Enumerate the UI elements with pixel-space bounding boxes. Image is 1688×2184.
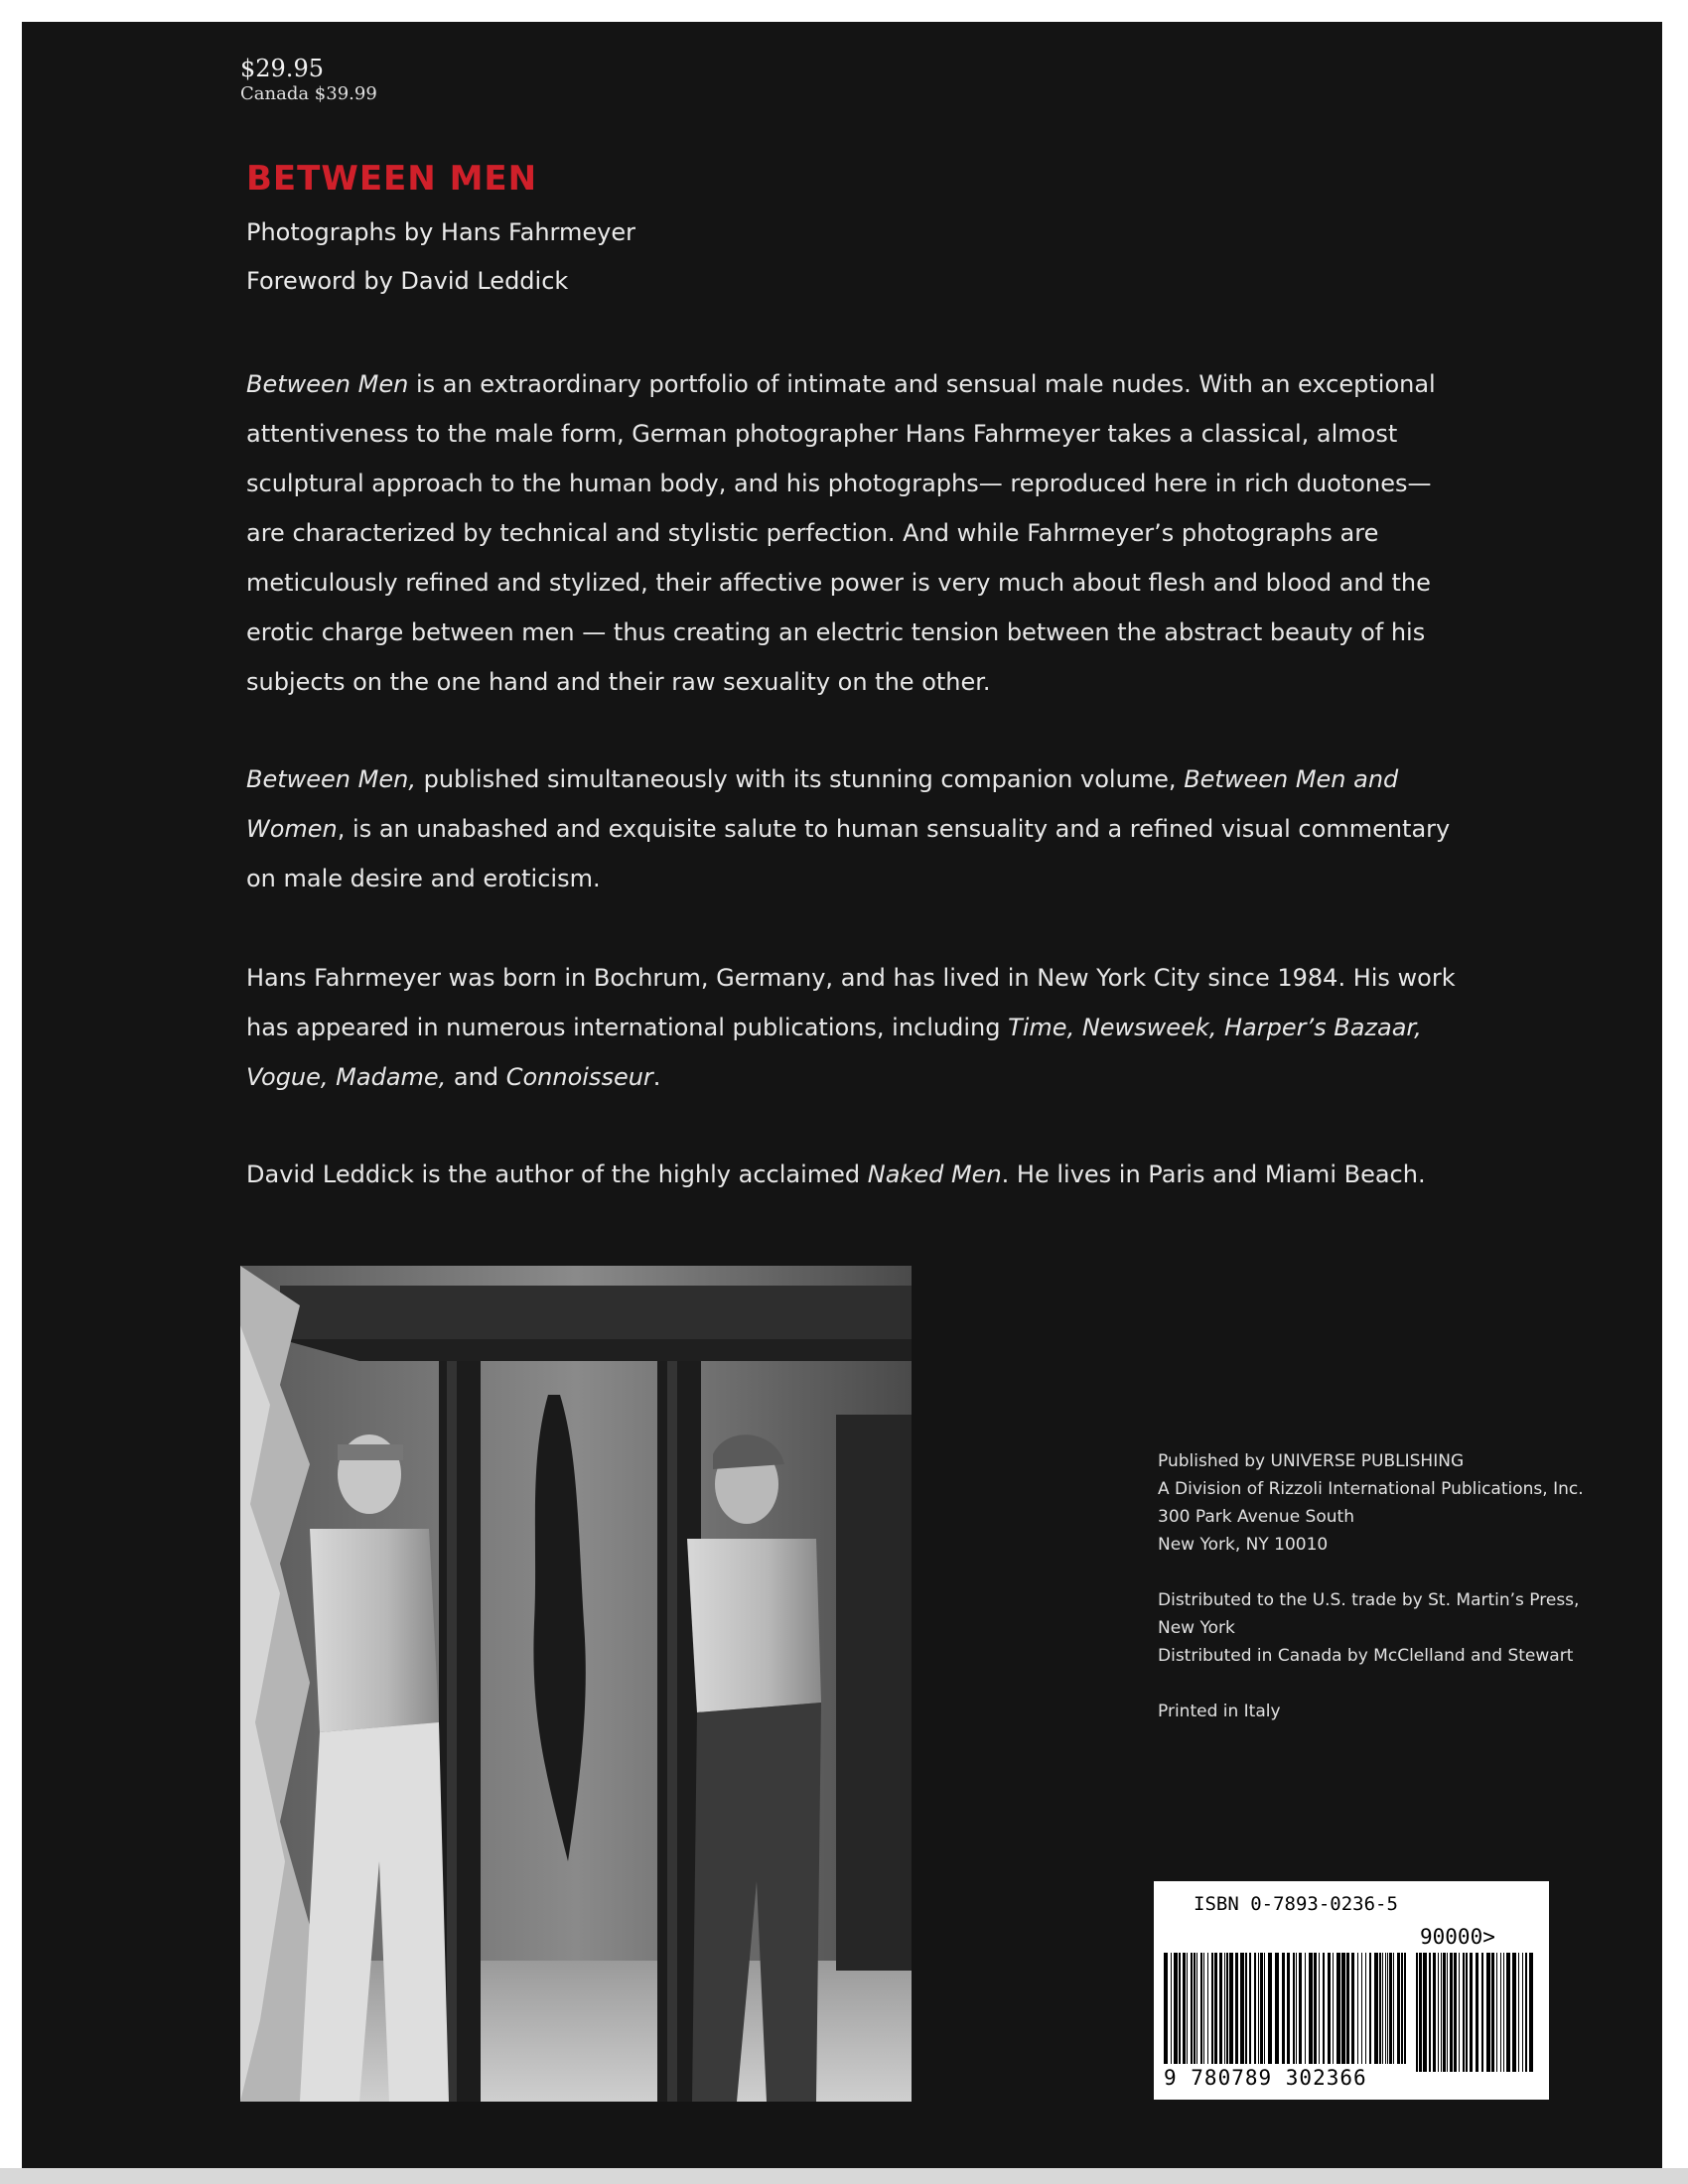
distribution-line: Distributed to the U.S. trade by St. Martin’s Press, [1158, 1590, 1580, 1610]
barcode-bar [1226, 1953, 1228, 2064]
barcode-bar [1429, 1953, 1431, 2072]
barcode-bar [1264, 1953, 1265, 2064]
barcode-bar [1282, 1953, 1285, 2064]
barcode-price-code: 90000> [1420, 1925, 1495, 1949]
addon-barcode-bars [1416, 1953, 1535, 2072]
barcode-bar [1385, 1953, 1386, 2064]
barcode-bar [1438, 1953, 1439, 2072]
barcode-bar [1529, 1953, 1533, 2072]
distribution-line: Distributed in Canada by McClelland and Stewart [1158, 1646, 1574, 1666]
barcode-bar [1389, 1953, 1392, 2064]
barcode-bar [1200, 1953, 1202, 2064]
description-paragraph-1 [246, 359, 1458, 707]
barcode-bar [1401, 1953, 1403, 2064]
barcode-bar [1454, 1953, 1457, 2072]
barcode-bar [1397, 1953, 1400, 2064]
ean-digits: 9 780789 302366 [1164, 2066, 1367, 2090]
barcode-bar [1171, 1953, 1172, 2064]
barcode-bar [1299, 1953, 1302, 2064]
barcode-bar [1466, 1953, 1468, 2072]
barcode-bar [1491, 1953, 1494, 2072]
barcode-bar [1522, 1953, 1523, 2072]
barcode-bar [1369, 1953, 1371, 2064]
foreword-credit: Foreword by David Leddick [246, 267, 569, 295]
barcode-bar [1333, 1953, 1334, 2064]
barcode-bar [1382, 1953, 1383, 2064]
barcode-bar [1194, 1953, 1196, 2064]
ean-barcode-bars [1164, 1953, 1412, 2064]
barcode-bar [1450, 1953, 1453, 2072]
barcode-bar [1328, 1953, 1331, 2064]
barcode-bar [1506, 1953, 1510, 2072]
barcode-bar [1476, 1953, 1478, 2072]
barcode-bar [1365, 1953, 1366, 2064]
barcode-bar [1518, 1953, 1519, 2072]
photographer-bio-paragraph [246, 953, 1458, 1102]
publication-italic: Connoisseur [505, 1063, 653, 1091]
barcode-bar [1293, 1953, 1295, 2064]
isbn-barcode [1154, 1881, 1549, 2100]
book-title-italic: Naked Men [867, 1160, 1002, 1188]
barcode-bar [1268, 1953, 1272, 2064]
paragraph-text: , is an unabashed and exquisite salute to human sensuality and a refined visual commentary on male desire and eroticism. [246, 815, 1451, 892]
barcode-bar [1319, 1953, 1320, 2064]
barcode-bar [1207, 1953, 1208, 2064]
paragraph-text: . He lives in Paris and Miami Beach. [1001, 1160, 1426, 1188]
barcode-bar [1512, 1953, 1516, 2072]
barcode-bar [1240, 1953, 1244, 2064]
barcode-bar [1459, 1953, 1460, 2072]
barcode-bar [1496, 1953, 1497, 2072]
barcode-bar [1296, 1953, 1297, 2064]
barcode-bar [1419, 1953, 1422, 2072]
barcode-bar [1287, 1953, 1290, 2064]
barcode-bar [1443, 1953, 1446, 2072]
barcode-bar [1191, 1953, 1193, 2064]
publisher-line: 300 Park Avenue South [1158, 1507, 1354, 1527]
barcode-bar [1245, 1953, 1247, 2064]
barcode-bar [1500, 1953, 1501, 2072]
isbn-number: ISBN 0-7893-0236-5 [1194, 1893, 1398, 1915]
publisher-line: A Division of Rizzoli International Publications, Inc. [1158, 1479, 1584, 1499]
barcode-bar [1433, 1953, 1436, 2072]
barcode-bar [1441, 1953, 1442, 2072]
barcode-bar [1341, 1953, 1345, 2064]
paragraph-text: . [652, 1063, 661, 1091]
barcode-bar [1336, 1953, 1340, 2064]
cover-photograph [240, 1266, 912, 2102]
distribution-line: New York [1158, 1618, 1235, 1638]
barcode-bar [1374, 1953, 1378, 2064]
barcode-bar [1361, 1953, 1362, 2064]
page-edge [0, 2168, 1688, 2184]
book-back-cover [22, 22, 1662, 2168]
barcode-bar [1387, 1953, 1388, 2064]
publications-italic: Time, Newsweek, Harper’s Bazaar, Vogue, Madame, [246, 1014, 1422, 1091]
barcode-bar [1258, 1953, 1259, 2064]
barcode-bar [1179, 1953, 1181, 2064]
barcode-bar [1404, 1953, 1406, 2064]
barcode-bar [1183, 1953, 1186, 2064]
barcode-bar [1164, 1953, 1168, 2064]
barcode-bar [1224, 1953, 1225, 2064]
barcode-bar [1187, 1953, 1188, 2064]
photographer-credit: Photographs by Hans Fahrmeyer [246, 218, 635, 246]
barcode-bar [1254, 1953, 1256, 2064]
book-title: BETWEEN MEN [246, 159, 538, 199]
barcode-bar [1309, 1953, 1313, 2064]
price-block [240, 54, 377, 105]
publisher-line: New York, NY 10010 [1158, 1535, 1329, 1555]
canada-price: Canada $39.99 [240, 83, 377, 104]
publisher-line: Published by UNIVERSE PUBLISHING [1158, 1451, 1465, 1471]
us-price: $29.95 [240, 55, 324, 82]
barcode-bar [1379, 1953, 1381, 2064]
paragraph-text: is an extraordinary portfolio of intimate and sensual male nudes. With an exceptional attentiveness to the male form, German photographer Hans Fahrmeyer takes a classical, almost sculptural approach to the human body, and his photographs— reproduced here in rich duotones— are characterized by technical and stylistic perfection. And while Fahrmeyer’s photographs are meticulously refined and stylized, their affective power is very much about flesh and blood and the erotic charge between men — thus creating an electric tension between the abstract beauty of his subjects on the one hand and their raw sexuality on the other. [246, 370, 1436, 696]
book-title-italic: Between Men, [246, 765, 416, 793]
paragraph-text: published simultaneously with its stunning companion volume, [415, 765, 1185, 793]
paragraph-text: David Leddick is the author of the highly acclaimed [246, 1160, 868, 1188]
barcode-bar [1486, 1953, 1490, 2072]
publisher-imprint [1158, 1447, 1584, 1725]
barcode-bar [1323, 1953, 1325, 2064]
barcode-bar [1211, 1953, 1213, 2064]
barcode-bar [1229, 1953, 1233, 2064]
barcode-bar [1423, 1953, 1427, 2072]
barcode-bar [1203, 1953, 1204, 2064]
printed-in-line: Printed in Italy [1158, 1702, 1281, 1721]
barcode-bar [1393, 1953, 1394, 2064]
barcode-bar [1503, 1953, 1504, 2072]
barcode-bar [1214, 1953, 1217, 2064]
barcode-bar [1249, 1953, 1251, 2064]
photograph-illustration [240, 1266, 912, 2102]
barcode-bar [1260, 1953, 1263, 2064]
barcode-bar [1314, 1953, 1317, 2064]
barcode-bar [1357, 1953, 1358, 2064]
barcode-bar [1447, 1953, 1448, 2072]
barcode-bar [1174, 1953, 1178, 2064]
description-paragraph-2 [246, 754, 1458, 903]
author-bio-paragraph [246, 1150, 1458, 1199]
barcode-bar [1416, 1953, 1418, 2072]
companion-title-italic: Between Men and Women [246, 765, 1399, 843]
paragraph-text: and [446, 1063, 506, 1091]
barcode-bar [1235, 1953, 1238, 2064]
barcode-bar [1525, 1953, 1527, 2072]
paragraph-text: Hans Fahrmeyer was born in Bochrum, Germany, and has lived in New York City since 1984. His work has appeared in numerous international publications, including [246, 964, 1456, 1041]
barcode-bar [1346, 1953, 1349, 2064]
barcode-bar [1305, 1953, 1306, 2064]
barcode-bar [1481, 1953, 1483, 2072]
book-title-italic: Between Men [246, 370, 409, 398]
barcode-bar [1463, 1953, 1465, 2072]
barcode-bar [1196, 1953, 1197, 2064]
barcode-bar [1219, 1953, 1222, 2064]
barcode-bar [1351, 1953, 1354, 2064]
barcode-bar [1470, 1953, 1473, 2072]
barcode-bar [1275, 1953, 1279, 2064]
